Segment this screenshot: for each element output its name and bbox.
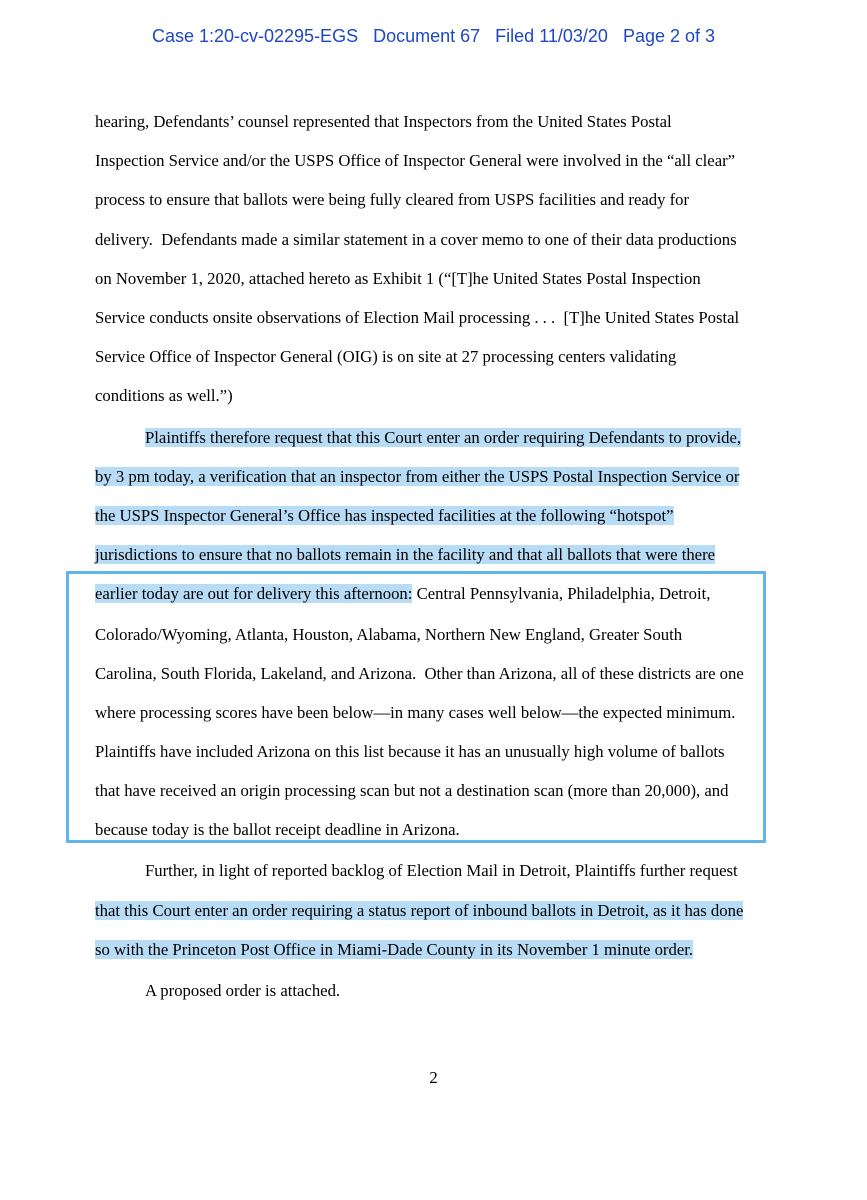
text-line: Service conducts onsite observations of Election Mail processing . . . [T]he United States Postal — [95, 308, 740, 327]
text-line: delivery. Defendants made a similar statement in a cover memo to one of their data productions — [95, 230, 737, 249]
highlighted-line: the USPS Inspector General’s Office has inspected facilities at the following “hotspot” — [95, 506, 674, 525]
highlighted-line: by 3 pm today, a verification that an inspector from either the USPS Postal Inspection Service or — [95, 467, 740, 486]
text-line: A proposed order is attached. — [145, 981, 341, 1000]
document-number: Document 67 — [373, 26, 481, 46]
text-line: because today is the ballot receipt deadline in Arizona. — [95, 820, 460, 839]
plain-text: Central Pennsylvania, Philadelphia, Detroit, — [412, 584, 711, 603]
text-line: Service Office of Inspector General (OIG) is on site at 27 processing centers validating — [95, 347, 677, 366]
text-line: Inspection Service and/or the USPS Office of Inspector General were involved in the “all clear” — [95, 151, 736, 170]
text-line: Further, in light of reported backlog of Election Mail in Detroit, Plaintiffs further request — [145, 861, 738, 880]
highlighted-line: Plaintiffs therefore request that this Court enter an order requiring Defendants to provide, — [145, 428, 742, 447]
text-line: hearing, Defendants’ counsel represented that Inspectors from the United States Postal — [95, 112, 672, 131]
document-header — [0, 26, 867, 47]
text-line: process to ensure that ballots were being fully cleared from USPS facilities and ready for — [95, 190, 690, 209]
text-line: Colorado/Wyoming, Atlanta, Houston, Alabama, Northern New England, Greater South — [95, 625, 683, 644]
text-line: on November 1, 2020, attached hereto as Exhibit 1 (“[T]he United States Postal Inspection — [95, 269, 701, 288]
mixed-line — [95, 583, 710, 605]
text-line: where processing scores have been below—in many cases well below—the expected minimum. — [95, 703, 736, 722]
highlighted-line: jurisdictions to ensure that no ballots remain in the facility and that all ballots that were there — [95, 545, 716, 564]
page-indicator: Page 2 of 3 — [622, 26, 716, 46]
text-line: Plaintiffs have included Arizona on this list because it has an unusually high volume of ballots — [95, 742, 725, 761]
text-line: that have received an origin processing scan but not a destination scan (more than 20,000), and — [95, 781, 729, 800]
highlighted-line: that this Court enter an order requiring a status report of inbound ballots in Detroit, as it has done — [95, 901, 744, 920]
case-number: Case 1:20-cv-02295-EGS — [151, 26, 359, 46]
page-number: 2 — [429, 1068, 438, 1087]
text-line: conditions as well.”) — [95, 386, 233, 405]
filed-date: Filed 11/03/20 — [495, 26, 608, 46]
highlighted-line: so with the Princeton Post Office in Miami-Dade County in its November 1 minute order. — [95, 940, 694, 959]
highlighted-text: earlier today are out for delivery this afternoon: — [95, 584, 413, 603]
text-line: Carolina, South Florida, Lakeland, and Arizona. Other than Arizona, all of these districts are one — [95, 664, 744, 683]
